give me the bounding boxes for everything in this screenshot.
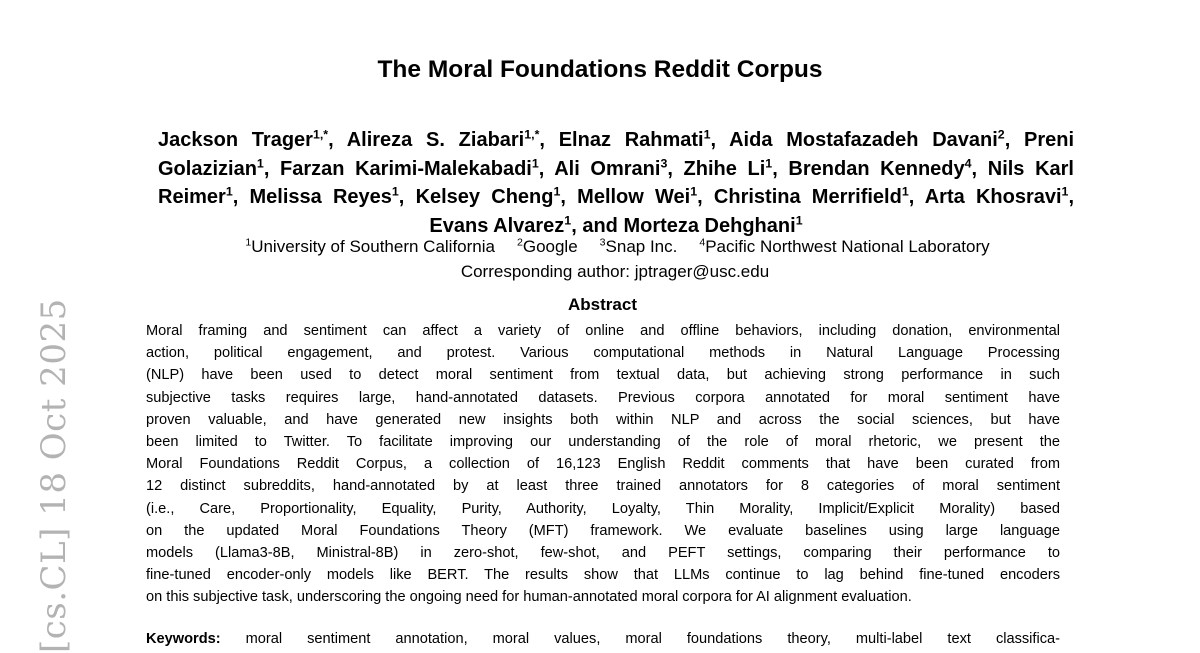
abstract-heading: Abstract xyxy=(568,295,637,314)
author-affiliation-mark: 1 xyxy=(564,212,572,227)
abstract-line: 12 distinct subreddits, hand-annotated by at least three trained annotators for 8 categories of moral sentiment xyxy=(146,478,1060,495)
author-name: Elnaz Rahmati xyxy=(558,129,704,151)
author-list xyxy=(158,126,1074,240)
affiliation-mark: 3 xyxy=(599,236,606,249)
author-name: Ali Omrani xyxy=(554,157,661,180)
abstract-line: on the updated Moral Foundations Theory (MFT) framework. We evaluate baselines using large language xyxy=(146,522,1060,539)
abstract-line: fine-tuned encoder-only models like BERT. The results show that LLMs continue to lag behind fine-tuned encoders xyxy=(146,567,1060,584)
author-separator: , and xyxy=(571,214,624,237)
author-separator: , xyxy=(538,157,555,180)
author-name: Jackson Trager xyxy=(158,129,313,151)
author-affiliation-mark: 1 xyxy=(531,155,539,170)
author-affiliation-mark: 1 xyxy=(1061,184,1069,199)
author-affiliation-mark: 1 xyxy=(225,184,233,199)
author-affiliation-mark: 1 xyxy=(690,184,698,199)
abstract-line: (NLP) have been used to detect moral sentiment from textual data, but achieving strong performance in such xyxy=(146,367,1060,384)
author-separator: , xyxy=(263,157,281,180)
keywords-label: Keywords: xyxy=(146,631,221,647)
author-name: Brendan Kennedy xyxy=(788,157,965,180)
keywords-text: moral sentiment annotation, moral values, moral foundations theory, multi-label text classifica- xyxy=(220,631,1060,647)
author-separator: , xyxy=(232,186,250,208)
author-separator: , xyxy=(398,186,416,208)
affiliations xyxy=(0,237,1200,257)
author-separator: , xyxy=(1004,129,1024,151)
author-name: Nils Karl Reimer xyxy=(158,157,1074,208)
author-separator: , xyxy=(971,157,988,180)
author-name: Preni Golazizian xyxy=(158,129,1075,180)
abstract-line: proven valuable, and have generated new insights both within NLP and across the social sciences, but have xyxy=(146,411,1060,428)
author-affiliation-mark: 1 xyxy=(795,212,803,227)
author-affiliation-mark: 3 xyxy=(660,155,668,170)
affiliation-name: Pacific Northwest National Laboratory xyxy=(705,237,990,256)
author-separator: , xyxy=(1068,186,1074,208)
author-separator: , xyxy=(667,157,684,180)
author-affiliation-mark: 1,* xyxy=(524,127,540,142)
abstract-line: (i.e., Care, Proportionality, Equality, Purity, Authority, Loyalty, Thin Morality, Implicit/Explicit Morality) based xyxy=(146,500,1060,517)
affiliation-mark: 4 xyxy=(699,236,706,249)
affiliation-name: University of Southern California xyxy=(251,237,495,256)
author-separator: , xyxy=(710,129,730,151)
author-name: Christina Merrifield xyxy=(713,186,902,208)
affiliation-name: Snap Inc. xyxy=(605,237,678,256)
author-name: Melissa Reyes xyxy=(249,186,392,208)
author-name: Alireza S. Ziabari xyxy=(346,129,525,151)
abstract-line: subjective tasks requires large, hand-annotated datasets. Previous corpora annotated for moral sentiment have xyxy=(146,389,1060,406)
abstract-line: on this subjective task, underscoring the ongoing need for human-annotated moral corpora for AI alignment evaluation. xyxy=(146,589,912,606)
author-name: Mellow Wei xyxy=(577,186,691,208)
author-separator: , xyxy=(697,186,714,208)
affiliation-name: Google xyxy=(522,237,578,256)
paper-title: The Moral Foundations Reddit Corpus xyxy=(377,56,823,83)
corresponding-author: Corresponding author: jptrager@usc.edu xyxy=(460,262,770,281)
author-affiliation-mark: 4 xyxy=(964,155,972,170)
author-affiliation-mark: 1 xyxy=(553,184,561,199)
author-name: Aida Mostafazadeh Davani xyxy=(729,129,998,151)
author-separator: , xyxy=(328,129,347,151)
author-name: Evans Alvarez xyxy=(429,214,565,237)
author-separator: , xyxy=(560,186,578,208)
author-name: Farzan Karimi-Malekabadi xyxy=(280,157,532,180)
author-affiliation-mark: 1 xyxy=(901,184,909,199)
arxiv-side-stamp xyxy=(34,298,74,653)
author-affiliation-mark: 1 xyxy=(391,184,399,199)
author-affiliation-mark: 1 xyxy=(703,127,711,142)
author-separator: , xyxy=(772,157,789,180)
abstract-line: Moral framing and sentiment can affect a variety of online and offline behaviors, including donation, environmental xyxy=(146,323,1060,339)
abstract-line: action, political engagement, and protest. Various computational methods in Natural Language Processing xyxy=(146,345,1060,362)
affiliation-mark: 1 xyxy=(245,236,252,249)
author-affiliation-mark: 1 xyxy=(765,155,773,170)
author-name: Morteza Dehghani xyxy=(623,214,796,237)
abstract-line: Moral Foundations Reddit Corpus, a collection of 16,123 English Reddit comments that have been curated from xyxy=(146,456,1060,473)
author-name: Kelsey Cheng xyxy=(415,186,554,208)
author-affiliation-mark: 1 xyxy=(256,155,264,170)
abstract-body xyxy=(146,320,1060,609)
author-name: Arta Khosravi xyxy=(924,186,1062,208)
author-affiliation-mark: 2 xyxy=(997,127,1005,142)
abstract-line: models (Llama3-8B, Ministral-8B) in zero-shot, few-shot, and PEFT settings, comparing their performance to xyxy=(146,545,1060,562)
abstract-line: been limited to Twitter. To facilitate improving our understanding of the role of moral rhetoric, we present the xyxy=(146,434,1060,451)
author-separator: , xyxy=(539,129,559,151)
author-name: Zhihe Li xyxy=(683,157,766,180)
arxiv-stamp-text: [cs.CL] 18 Oct 2025 xyxy=(34,298,74,653)
keywords-line xyxy=(146,628,1060,650)
author-separator: , xyxy=(908,186,925,208)
author-affiliation-mark: 1,* xyxy=(312,127,329,142)
affiliation-mark: 2 xyxy=(516,236,523,249)
